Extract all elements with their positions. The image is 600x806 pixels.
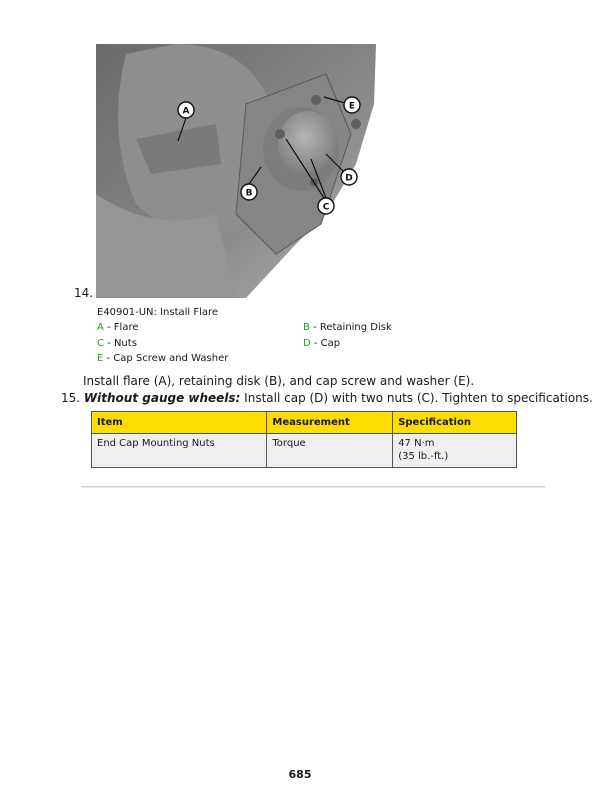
page-number: 685 bbox=[288, 768, 312, 781]
column-header-specification: Specification bbox=[393, 412, 517, 434]
legend-item-a bbox=[97, 320, 139, 336]
callout-b-label: B bbox=[245, 188, 253, 199]
step-number-14: 14. bbox=[74, 286, 94, 300]
legend-key: A bbox=[97, 322, 104, 333]
step-14-instruction: Install flare (A), retaining disk (B), and cap screw and washer (E). bbox=[83, 374, 475, 388]
legend-label: - Cap bbox=[310, 337, 341, 349]
step-number-15: 15. bbox=[61, 391, 81, 405]
legend-key: C bbox=[97, 337, 104, 349]
figure-illustration bbox=[96, 44, 392, 298]
legend-key: B bbox=[303, 322, 310, 333]
legend-key: D bbox=[303, 337, 311, 349]
callout-d-label: D bbox=[345, 173, 353, 184]
table-row bbox=[92, 434, 517, 468]
legend-label: - Retaining Disk bbox=[309, 322, 392, 333]
column-header-item: Item bbox=[92, 412, 267, 434]
legend-item-b bbox=[303, 320, 392, 336]
cell-specification bbox=[393, 434, 517, 468]
column-header-measurement: Measurement bbox=[267, 412, 393, 434]
callout-e-label: E bbox=[348, 101, 356, 112]
spec-metric: 47 N·m bbox=[398, 438, 435, 449]
callout-a-label: A bbox=[182, 106, 190, 117]
legend-label: - Cap Screw and Washer bbox=[103, 353, 229, 364]
cell-measurement: Torque bbox=[267, 434, 393, 468]
step-15-instruction: Install cap (D) with two nuts (C). Tighten to specifications. bbox=[240, 391, 593, 405]
legend-key: E bbox=[97, 353, 104, 364]
section-divider bbox=[82, 486, 545, 488]
legend-label: - Flare bbox=[103, 322, 139, 333]
table-header-row bbox=[92, 412, 517, 434]
spec-imperial: (35 lb.-ft.) bbox=[398, 451, 449, 462]
cell-item: End Cap Mounting Nuts bbox=[92, 434, 267, 468]
callout-c-label: C bbox=[322, 202, 330, 213]
step-15-condition: Without gauge wheels: bbox=[83, 391, 241, 405]
figure-caption: E40901-UN: Install Flare bbox=[97, 307, 219, 318]
step-15 bbox=[61, 391, 593, 405]
legend-item-e bbox=[97, 351, 228, 367]
legend-label: - Nuts bbox=[103, 337, 137, 349]
install-flare-figure bbox=[96, 44, 392, 298]
legend-item-c bbox=[97, 336, 137, 352]
legend-item-d bbox=[303, 336, 340, 352]
specification-table bbox=[91, 411, 517, 468]
